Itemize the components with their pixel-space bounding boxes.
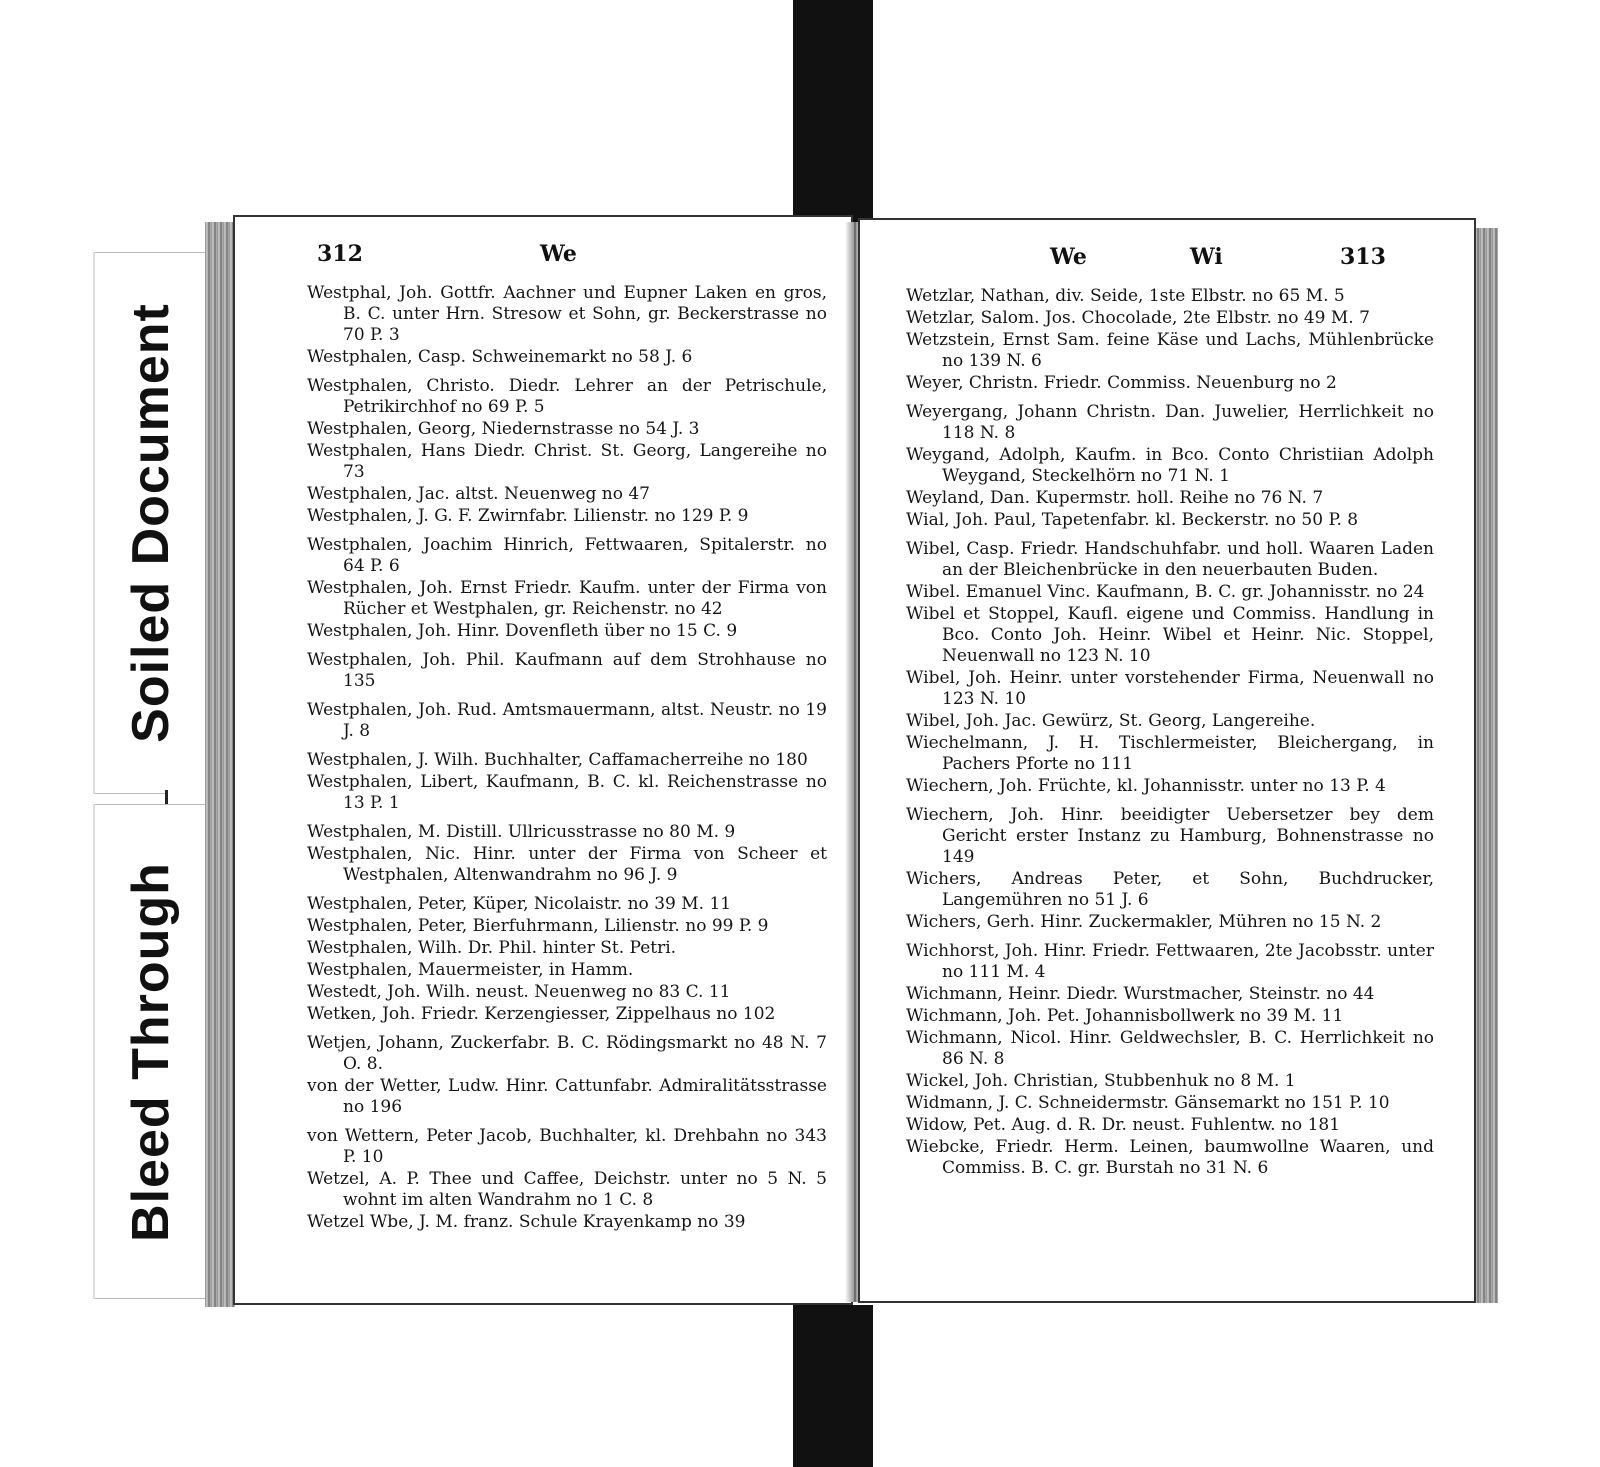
left-page-number: 312 (317, 241, 363, 267)
binding-strap-top (793, 0, 873, 222)
right-section-heading-end: Wi (1190, 244, 1223, 270)
directory-entry: Wichmann, Heinr. Diedr. Wurstmacher, Steinstr. no 44 (906, 984, 1375, 1004)
directory-entry: Westphalen, Joachim Hinrich, Fettwaaren, Spitalerstr. no 64 P. 6 (307, 535, 827, 576)
directory-entry: Wetzel Wbe, J. M. franz. Schule Krayenkamp no 39 (307, 1212, 746, 1232)
directory-entry: Westphalen, Peter, Bierfuhrmann, Lilienstr. no 99 P. 9 (307, 916, 769, 936)
binding-strap-bottom (793, 1305, 873, 1467)
directory-entry: Wichhorst, Joh. Hinr. Friedr. Fettwaaren, 2te Jacobsstr. unter no 111 M. 4 (906, 941, 1434, 982)
directory-entry: Wiechern, Joh. Hinr. beeidigter Uebersetzer bey dem Gericht erster Instanz zu Hamburg, Bohnenstrasse no 149 (906, 805, 1434, 867)
soiled-document-tab (95, 252, 210, 794)
directory-entry: Westphalen, Christo. Diedr. Lehrer an der Petrischule, Petrikirchhof no 69 P. 5 (307, 376, 827, 417)
directory-entry: Wibel, Joh. Jac. Gewürz, St. Georg, Langereihe. (906, 711, 1316, 731)
directory-entry: Widow, Pet. Aug. d. R. Dr. neust. Fuhlentw. no 181 (906, 1115, 1341, 1135)
directory-entry: Westphalen, Casp. Schweinemarkt no 58 J. 6 (307, 347, 693, 367)
directory-entry: Westphal, Joh. Gottfr. Aachner und Eupner Laken en gros, B. C. unter Hrn. Stresow et Sohn, gr. Beckerstrasse no 70 P. 3 (307, 283, 827, 345)
right-page (858, 218, 1476, 1303)
right-entries (906, 286, 1434, 1180)
directory-entry: Westphalen, Jac. altst. Neuenweg no 47 (307, 484, 650, 504)
directory-entry: Widmann, J. C. Schneidermstr. Gänsemarkt no 151 P. 10 (906, 1093, 1390, 1113)
directory-entry: Westphalen, Hans Diedr. Christ. St. Georg, Langereihe no 73 (307, 441, 827, 482)
left-page (233, 215, 853, 1305)
directory-entry: Westphalen, Libert, Kaufmann, B. C. kl. Reichenstrasse no 13 P. 1 (307, 772, 827, 813)
directory-entry: Wial, Joh. Paul, Tapetenfabr. kl. Beckerstr. no 50 P. 8 (906, 510, 1359, 530)
directory-entry: Westedt, Joh. Wilh. neust. Neuenweg no 83 C. 11 (307, 982, 731, 1002)
label-tabs (95, 252, 207, 1297)
directory-entry: Westphalen, M. Distill. Ullricusstrasse no 80 M. 9 (307, 822, 736, 842)
directory-entry: Wichers, Andreas Peter, et Sohn, Buchdrucker, Langemühren no 51 J. 6 (906, 869, 1434, 910)
directory-entry: Westphalen, J. G. F. Zwirnfabr. Lilienstr. no 129 P. 9 (307, 506, 749, 526)
left-section-heading: We (540, 241, 577, 267)
bleed-through-tab (95, 804, 210, 1299)
directory-entry: von der Wetter, Ludw. Hinr. Cattunfabr. Admiralitätsstrasse no 196 (307, 1076, 827, 1117)
left-entries (307, 283, 827, 1234)
directory-entry: Weyergang, Johann Christn. Dan. Juwelier, Herrlichkeit no 118 N. 8 (906, 402, 1434, 443)
directory-entry: Wibel, Joh. Heinr. unter vorstehender Firma, Neuenwall no 123 N. 10 (906, 668, 1434, 709)
directory-entry: Wiechelmann, J. H. Tischlermeister, Bleichergang, in Pachers Pforte no 111 (906, 733, 1434, 774)
directory-entry: Wetzlar, Salom. Jos. Chocolade, 2te Elbstr. no 49 M. 7 (906, 308, 1370, 328)
directory-entry: Wiechern, Joh. Früchte, kl. Johannisstr. unter no 13 P. 4 (906, 776, 1386, 796)
directory-entry: Westphalen, Nic. Hinr. unter der Firma von Scheer et Westphalen, Altenwandrahm no 96 J. 9 (307, 844, 827, 885)
directory-entry: Wetjen, Johann, Zuckerfabr. B. C. Rödingsmarkt no 48 N. 7 O. 8. (307, 1033, 827, 1074)
directory-entry: Wichers, Gerh. Hinr. Zuckermakler, Mühren no 15 N. 2 (906, 912, 1382, 932)
right-section-heading-start: We (1050, 244, 1087, 270)
directory-entry: Westphalen, Joh. Rud. Amtsmauermann, altst. Neustr. no 19 J. 8 (307, 700, 827, 741)
directory-entry: Wetken, Joh. Friedr. Kerzengiesser, Zippelhaus no 102 (307, 1004, 776, 1024)
directory-entry: von Wettern, Peter Jacob, Buchhalter, kl. Drehbahn no 343 P. 10 (307, 1126, 827, 1167)
directory-entry: Weyland, Dan. Kupermstr. holl. Reihe no 76 N. 7 (906, 488, 1324, 508)
directory-entry: Westphalen, Georg, Niedernstrasse no 54 J. 3 (307, 419, 700, 439)
directory-entry: Wibel et Stoppel, Kaufl. eigene und Commiss. Handlung in Bco. Conto Joh. Heinr. Wibel et Heinr. Nic. Stoppel, Neuenwall no 123 N. 10 (906, 604, 1434, 666)
right-page-number: 313 (1340, 244, 1386, 270)
directory-entry: Weyer, Christn. Friedr. Commiss. Neuenburg no 2 (906, 373, 1337, 393)
directory-entry: Wetzel, A. P. Thee und Caffee, Deichstr. unter no 5 N. 5 wohnt im alten Wandrahm no 1 C. 8 (307, 1169, 827, 1210)
directory-entry: Westphalen, Wilh. Dr. Phil. hinter St. Petri. (307, 938, 677, 958)
directory-entry: Westphalen, Joh. Hinr. Dovenfleth über no 15 C. 9 (307, 621, 738, 641)
book-edge-left (205, 222, 235, 1307)
directory-entry: Wichmann, Joh. Pet. Johannisbollwerk no 39 M. 11 (906, 1006, 1344, 1026)
directory-entry: Wetzstein, Ernst Sam. feine Käse und Lachs, Mühlenbrücke no 139 N. 6 (906, 330, 1434, 371)
directory-entry: Wiebcke, Friedr. Herm. Leinen, baumwollne Waaren, und Commiss. B. C. gr. Burstah no 31 N. 6 (906, 1137, 1434, 1178)
directory-entry: Wichmann, Nicol. Hinr. Geldwechsler, B. C. Herrlichkeit no 86 N. 8 (906, 1028, 1434, 1069)
directory-entry: Westphalen, Peter, Küper, Nicolaistr. no 39 M. 11 (307, 894, 732, 914)
bleed-through-label: Bleed Through (122, 861, 180, 1242)
directory-entry: Wibel. Emanuel Vinc. Kaufmann, B. C. gr. Johannisstr. no 24 (906, 582, 1425, 602)
directory-entry: Weygand, Adolph, Kaufm. in Bco. Conto Christiian Adolph Weygand, Steckelhörn no 71 N. 1 (906, 445, 1434, 486)
directory-entry: Wetzlar, Nathan, div. Seide, 1ste Elbstr. no 65 M. 5 (906, 286, 1345, 306)
directory-entry: Westphalen, Joh. Phil. Kaufmann auf dem Strohhause no 135 (307, 650, 827, 691)
directory-entry: Westphalen, Joh. Ernst Friedr. Kaufm. unter der Firma von Rücher et Westphalen, gr. Reichenstr. no 42 (307, 578, 827, 619)
directory-entry: Westphalen, Mauermeister, in Hamm. (307, 960, 634, 980)
directory-entry: Wibel, Casp. Friedr. Handschuhfabr. und holl. Waaren Laden an der Bleichenbrücke in den neuerbauten Buden. (906, 539, 1434, 580)
soiled-document-label: Soiled Document (122, 303, 180, 743)
directory-entry: Westphalen, J. Wilh. Buchhalter, Caffamacherreihe no 180 (307, 750, 808, 770)
directory-entry: Wickel, Joh. Christian, Stubbenhuk no 8 M. 1 (906, 1071, 1296, 1091)
